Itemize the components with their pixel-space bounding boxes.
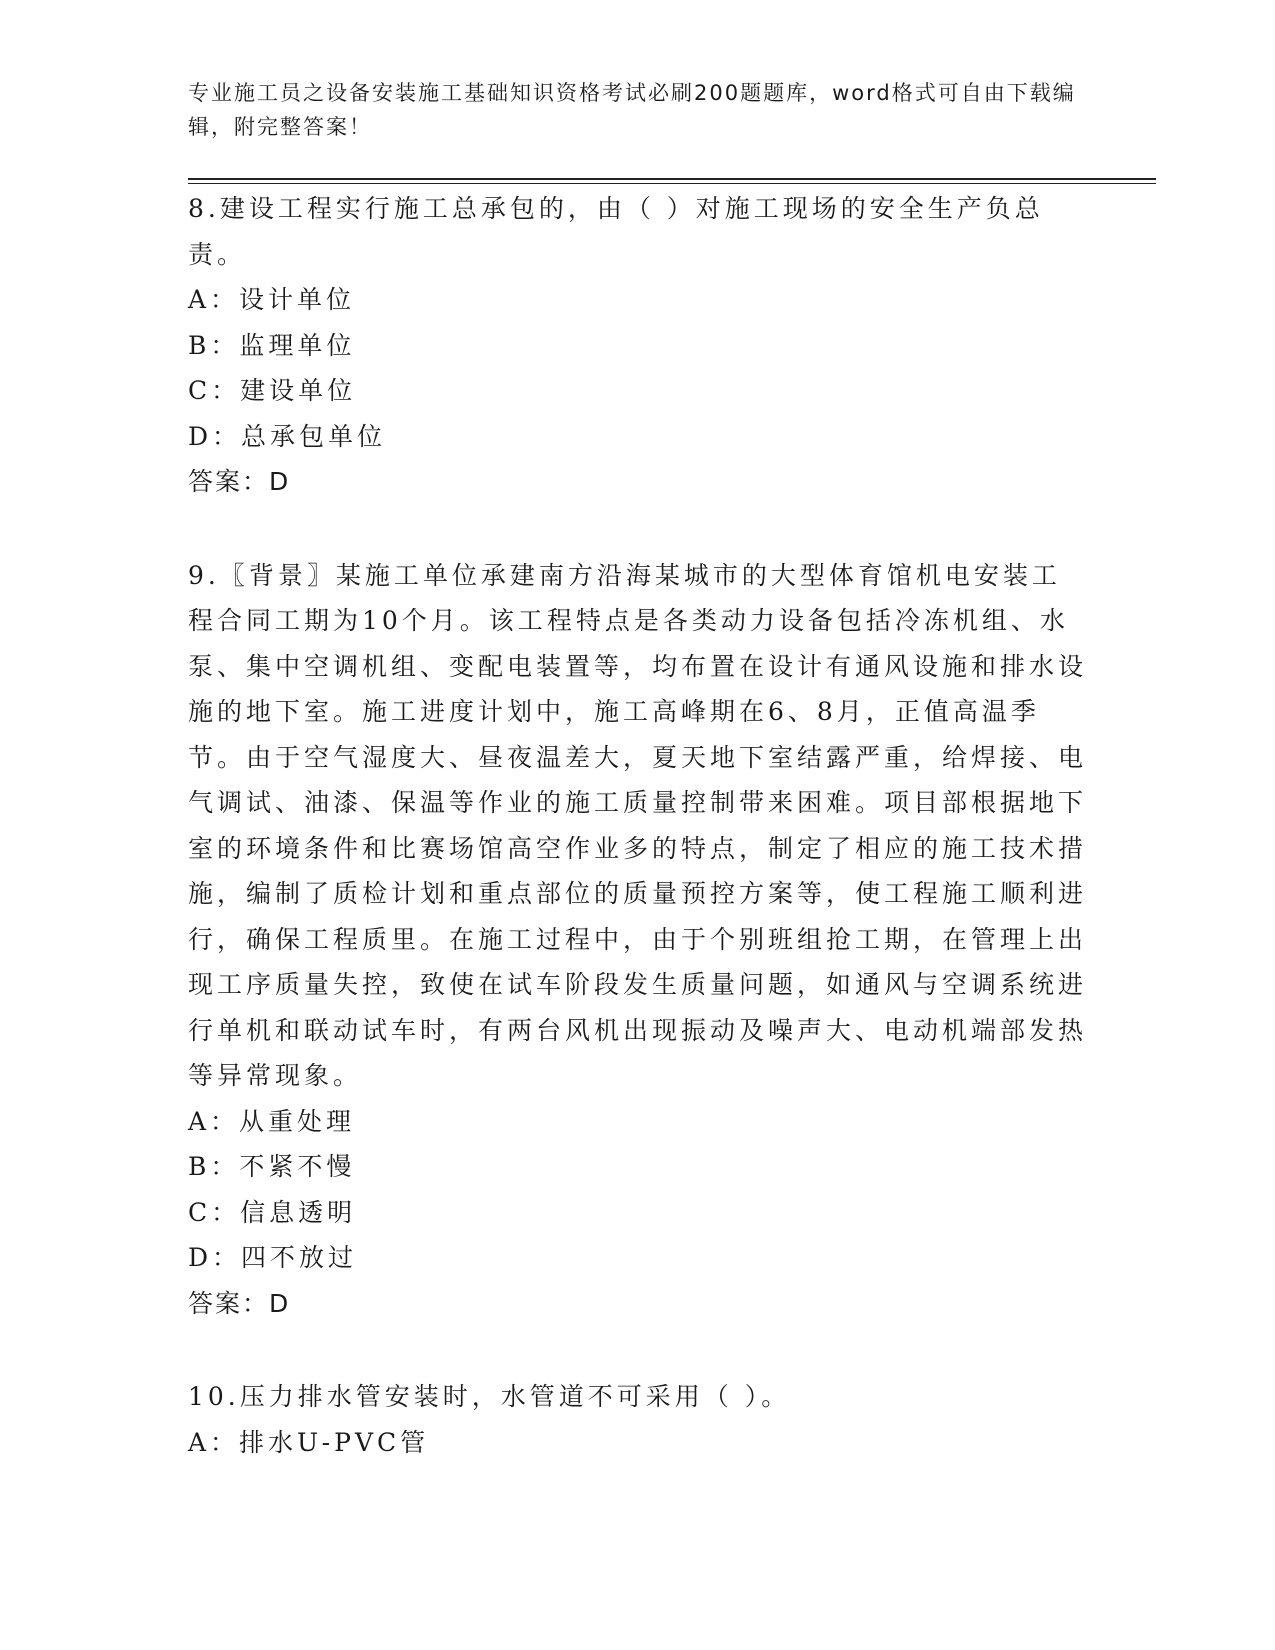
question-spacer bbox=[188, 505, 1088, 553]
question-stem: 8.建设工程实行施工总承包的，由（ ）对施工现场的安全生产负总责。 bbox=[188, 194, 1044, 269]
question-stem: 9.〖背景〗某施工单位承建南方沿海某城市的大型体育馆机电安装工程合同工期为10个月。该工程特点是各类动力设备包括冷冻机组、水泵、集中空调机组、变配电装置等，均布置在设计有通风设施和排水设施的地下室。施工进度计划中，施工高峰期在6、8月，正值高温季节。由于空气湿度大、昼夜温差大，夏天地下室结露严重，给焊接、电气调试、油漆、保温等作业的施工质量控制带来困难。项目部根据地下室的环境条件和比赛场馆高空作业多的特点，制定了相应的施工技术措施，编制了质检计划和重点部位的质量预控方案等，使工程施工顺利进行，确保工程质里。在施工过程中，由于个别班组抢工期，在管理上出现工序质量失控，致使在试车阶段发生质量问题，如通风与空调系统进行单机和联动试车时，有两台风机出现振动及噪声大、电动机端部发热等异常现象。 bbox=[188, 560, 1088, 1090]
question-spacer bbox=[188, 1326, 1088, 1374]
question-8 bbox=[188, 186, 1088, 505]
question-stem: 10.压力排水管安装时，水管道不可采用（ ）。 bbox=[188, 1382, 791, 1411]
option-d: D：四不放过 bbox=[188, 1243, 358, 1272]
option-a: A：排水U-PVC管 bbox=[188, 1427, 430, 1457]
header-divider-thin bbox=[188, 183, 1156, 184]
option-c: C：信息透明 bbox=[188, 1197, 357, 1227]
option-a: A：设计单位 bbox=[188, 285, 356, 314]
question-10 bbox=[188, 1374, 1088, 1465]
document-header-title: 专业施工员之设备安装施工基础知识资格考试必刷200题题库，word格式可自由下载编辑，附完整答案！ bbox=[188, 81, 1076, 139]
question-list bbox=[188, 186, 1088, 1465]
option-b: B：监理单位 bbox=[188, 330, 356, 360]
answer-line: 答案：D bbox=[188, 467, 291, 496]
option-a: A：从重处理 bbox=[188, 1106, 356, 1136]
header-divider-thick bbox=[188, 178, 1156, 180]
option-d: D：总承包单位 bbox=[188, 421, 387, 451]
answer-line: 答案：D bbox=[188, 1288, 291, 1318]
option-c: C：建设单位 bbox=[188, 376, 357, 405]
option-b: B：不紧不慢 bbox=[188, 1152, 356, 1181]
question-9 bbox=[188, 553, 1088, 1327]
